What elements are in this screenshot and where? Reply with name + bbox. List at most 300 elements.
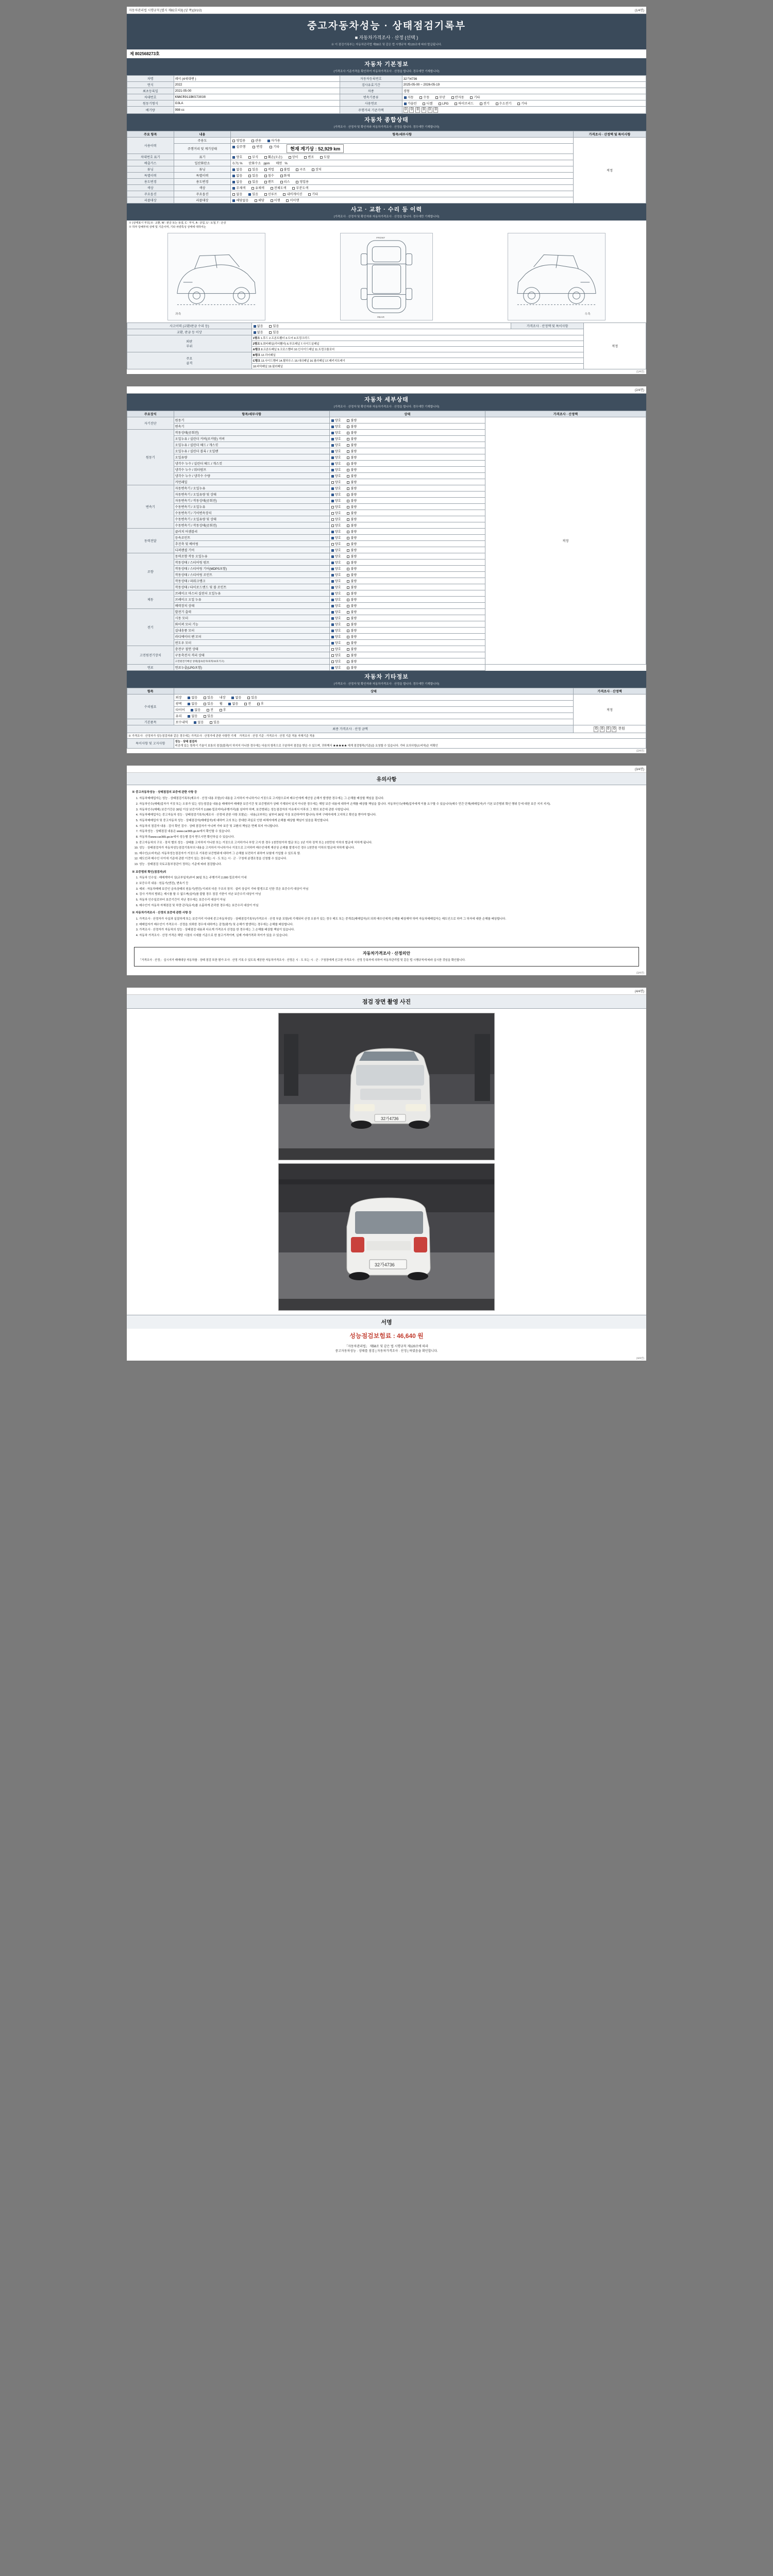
overall-right-note: 적정 — [574, 138, 646, 204]
option-opt-etc[interactable]: 기타 — [308, 192, 318, 196]
option-bad[interactable]: 불량 — [347, 597, 357, 602]
state-mt-oil-level — [329, 516, 485, 522]
option-bad[interactable]: 불량 — [347, 504, 357, 509]
item-alternator: 발전기 출력 — [174, 608, 329, 615]
label-displacement: 배기량 — [127, 107, 174, 114]
option-bad[interactable]: 불량 — [347, 473, 357, 478]
option-tire-none[interactable]: 없음 — [191, 707, 200, 712]
svg-text:32가4736: 32가4736 — [375, 1262, 395, 1268]
rear-photo[interactable] — [278, 1163, 495, 1311]
table-row — [127, 335, 646, 341]
option-vin-good[interactable]: 양호 — [232, 155, 242, 159]
option-bad[interactable]: 불량 — [347, 517, 357, 521]
notice-item: 6. 자동차의 점검자 내용 · 검사 확인 검사 · 상태 점검자가 아니며 기타 보증 및 교환의 책임은 면제 되지 아니합니다. — [139, 824, 641, 829]
option-auto[interactable]: 자동 — [404, 95, 414, 99]
option-bad[interactable]: 불량 — [347, 535, 357, 540]
table-row — [127, 88, 646, 94]
option-bad[interactable]: 불량 — [347, 449, 357, 453]
sheet2-page-indicator: (2/4면) — [634, 388, 644, 392]
option-wheel-none[interactable]: 없음 — [228, 701, 238, 706]
option-good[interactable]: 양호 — [331, 665, 341, 670]
option-exchange-none[interactable]: 없음 — [254, 330, 263, 334]
option-bad[interactable]: 불량 — [347, 511, 357, 515]
option-partial-repaint[interactable]: 부분도색 — [292, 185, 308, 190]
option-wheel-rear[interactable]: 후 — [257, 701, 264, 706]
emission-hc: 탄화수소 ppm — [248, 162, 270, 165]
option-good[interactable]: 양호 — [331, 548, 341, 552]
option-good[interactable]: 양호 — [331, 486, 341, 490]
item-emission: 일산화탄소 — [174, 160, 231, 166]
option-good[interactable]: 양호 — [331, 572, 341, 577]
item-steering-pump: 작동상태 / 스티어링 펌프 — [174, 559, 329, 565]
option-bad[interactable]: 불량 — [347, 628, 357, 633]
option-bad[interactable]: 불량 — [347, 498, 357, 503]
state-power-crank — [329, 578, 485, 584]
notice-item-3: 1. 가격조사 · 산정자가 사실과 실질하게 또는 보증거리 이내에 중고자동차성능 · 상태점검기록부(가격조사 · 산정 부분 포함)에 기재되어 산정 오류가 있는 경우 매도 또는 중개로(매매업자)의 의뢰 매수인에게 손해를 배상해야 하며 자동차매매업자는 매도인으로 하여 그 하자에 대한 손해를 배상합니다. — [139, 917, 641, 922]
option-bad[interactable]: 불량 — [347, 634, 357, 639]
state-charge-port — [329, 646, 485, 652]
declaration-text: 「가격조사 · 산정」 실시지가 매매대상 자동차를 · 상태 점검 또한 평가 조사 · 산정 기록 수 있도록 제공한 자동차가격조사 · 산정은 시 · 도 또는 시 · 군 · 구청장에게 신고한 가격조사 · 산정 등록자에 의하여 자동차관리법 및 같은 법 시행규칙에 따라 실시한 것임을 확인합니다. — [139, 959, 466, 962]
col-detail: 항목/세부사항 — [231, 131, 574, 138]
option-opt-yes[interactable]: 있음 — [248, 192, 258, 196]
option-bad[interactable]: 불량 — [347, 659, 357, 664]
option-special-none[interactable]: 없음 — [232, 173, 242, 178]
value-main-option — [231, 191, 574, 197]
option-fuel-lpg[interactable]: LPG — [439, 102, 448, 106]
option-bad[interactable]: 불량 — [347, 616, 357, 620]
fee-label: 성능점검보험료 : — [349, 1332, 395, 1340]
option-bad[interactable]: 불량 — [347, 486, 357, 490]
value-displacement: 998 cc — [174, 107, 340, 114]
row-exterior-interior — [174, 694, 573, 700]
option-recall-yes[interactable]: 해당 — [255, 198, 264, 202]
row-base-items — [174, 719, 573, 725]
option-fuel-diesel[interactable]: 디젤 — [423, 101, 432, 106]
option-accident-none[interactable]: 없음 — [254, 324, 263, 328]
option-mileage-etc[interactable]: 기타 — [270, 144, 279, 153]
notice-item-3: 2. 매매업자가 매수인이 가격조사 · 산정을 의뢰한 경우에 대하여는 감정(평가) 및 손해가 발생하는 경우에는 손해를 배상합니다. — [139, 923, 641, 927]
item-brake-oil-leak: 브레이크 오일 누유 — [174, 596, 329, 602]
item-blower-motor: 실내송풍 모터 — [174, 627, 329, 633]
state-mt-operation — [329, 522, 485, 528]
table-row — [127, 733, 646, 738]
option-tuning-structure[interactable]: 구조 — [296, 167, 306, 172]
option-bad[interactable]: 불량 — [347, 579, 357, 583]
col-price-note: 가격조사 · 산정액 및 특이사항 — [574, 131, 646, 138]
group-use-change: 용도변경 — [127, 179, 174, 185]
final-digit: 0 — [594, 726, 598, 732]
form-reference: 자동차관리법 시행규칙 [별지 제82호의3] (앞 쪽)(3/1/2) — [129, 9, 202, 12]
notice-body — [127, 785, 646, 943]
option-recall-done[interactable]: 이행 — [271, 198, 280, 202]
mileage-value: 현재 계기상 : 52,929 km — [287, 144, 344, 153]
car-diagram-area — [127, 231, 646, 323]
option-good[interactable]: 양호 — [331, 579, 341, 583]
page-indicator: (1/4면) — [634, 9, 644, 12]
car-diagram-left — [167, 233, 265, 320]
item-window-motor: 윈도우 모터 — [174, 639, 329, 646]
table-row — [127, 191, 646, 197]
option-tuning-legal[interactable]: 적법 — [264, 167, 274, 172]
item-oil-level: 오일유량 — [174, 454, 329, 460]
option-bad[interactable]: 불량 — [347, 640, 357, 645]
table-row — [127, 329, 646, 335]
option-bad[interactable]: 불량 — [347, 665, 357, 670]
label-base-price: 주행거리 기준가액 — [340, 107, 402, 114]
option-good[interactable]: 양호 — [331, 653, 341, 657]
option-good[interactable]: 양호 — [331, 535, 341, 540]
option-color-chromatic[interactable]: 유채색 — [251, 185, 264, 190]
option-recall-pending[interactable]: 미이행 — [286, 198, 299, 202]
item-common-rail: 커먼레일 — [174, 479, 329, 485]
option-bad[interactable]: 불량 — [347, 566, 357, 571]
option-ext-none[interactable]: 없음 — [188, 695, 197, 700]
table-row — [127, 107, 646, 114]
basic-info-title: 자동차 기본정보 — [364, 61, 409, 67]
item-fuel-leak: 연료누출(LPG포함) — [174, 664, 329, 670]
option-bad[interactable]: 불량 — [347, 467, 357, 472]
label-fuel: 사용연료 — [340, 100, 402, 107]
table-row — [127, 179, 646, 185]
group-high-voltage: 고전원전기장치 — [127, 646, 174, 664]
front-photo[interactable] — [278, 1013, 495, 1160]
item-charge-port: 충전구 절연 상태 — [174, 646, 329, 652]
option-bad[interactable]: 불량 — [347, 609, 357, 614]
option-good[interactable]: 양호 — [331, 585, 341, 589]
option-good[interactable]: 양호 — [331, 640, 341, 645]
option-full-repaint[interactable]: 전체도색 — [271, 185, 287, 190]
final-digit: 0 — [612, 726, 616, 732]
option-good[interactable]: 양호 — [331, 554, 341, 558]
option-good[interactable]: 양호 — [331, 461, 341, 466]
notice-list — [132, 796, 641, 867]
option-fuel-etc[interactable]: 기타 — [517, 101, 527, 106]
sheet-4 — [126, 987, 647, 1361]
option-bad[interactable]: 불량 — [347, 548, 357, 552]
option-int-yes[interactable]: 있음 — [247, 695, 257, 700]
option-usechange-none[interactable]: 없음 — [232, 179, 242, 184]
option-bad[interactable]: 불량 — [347, 591, 357, 596]
item-propeller-shaft: 추진축 및 베어링 — [174, 540, 329, 547]
declaration-title: 자동차가격조사 · 산정의안 — [362, 951, 411, 956]
option-trans-etc[interactable]: 기타 — [470, 95, 480, 99]
accident-title: 사고 · 교환 · 수리 등 이력 — [350, 207, 423, 213]
option-color-achromatic[interactable]: 무채색 — [232, 185, 245, 190]
item-hv-wiring: 고전원전기배선 상태(접속단자/피복/보호기구) — [174, 658, 329, 664]
option-bad[interactable]: 불량 — [347, 436, 357, 441]
group-base-items: 기본품목 — [127, 719, 174, 725]
rank-value-1: 1.후드 2.프론트휀더 3.도어 4.트렁크리드 — [260, 336, 310, 340]
sheet1-topbar — [127, 7, 646, 14]
option-tuning-yes[interactable]: 있음 — [248, 167, 258, 172]
option-navigation[interactable]: 내비게이션 — [283, 192, 302, 196]
item-mt-oil-level: 수동변속기 / 오일유량 및 상태 — [174, 516, 329, 522]
option-bad[interactable]: 불량 — [347, 455, 357, 460]
option-bad[interactable]: 불량 — [347, 560, 357, 565]
item-starter-motor: 시동 모터 — [174, 615, 329, 621]
option-good[interactable]: 양호 — [331, 467, 341, 472]
option-vin-damage[interactable]: 훼손(오손) — [264, 155, 282, 159]
option-polish-yes[interactable]: 있음 — [204, 701, 213, 706]
table-row — [127, 719, 646, 725]
option-bad[interactable]: 불량 — [347, 443, 357, 447]
state-rocker-cover — [329, 435, 485, 442]
notice-item: 13. 성능 · 상태점검 국토교통부장관이 정하는 기준에 따라 점검합니다. — [139, 862, 641, 867]
rank-row-2 — [251, 341, 584, 346]
option-good[interactable]: 양호 — [331, 430, 341, 435]
item-recall: 리콜대상 — [174, 197, 231, 204]
group-self-diagnosis: 자기진단 — [127, 417, 174, 429]
value-emission — [231, 160, 574, 166]
option-actual-mileage[interactable]: 실주행 — [232, 144, 245, 153]
group-usage-history: 사용이력 — [127, 138, 174, 154]
option-good[interactable]: 양호 — [331, 659, 341, 664]
item-engine-idle: 작동상태(공회전) — [174, 429, 329, 435]
notice-subhead-3: ※ 자동차가격조사 · 산정의 보증에 관한 사항 등 — [132, 911, 192, 915]
document-title: 중고자동차성능 · 상태점검기록부 — [307, 21, 466, 31]
option-bad[interactable]: 불량 — [347, 647, 357, 651]
detail-title: 자동차 세부상태 — [364, 396, 409, 403]
option-opt-none[interactable]: 없음 — [232, 192, 242, 196]
table-row — [127, 738, 646, 748]
option-bad[interactable]: 불량 — [347, 541, 357, 546]
option-good[interactable]: 양호 — [331, 492, 341, 497]
option-good[interactable]: 양호 — [331, 597, 341, 602]
option-wheel-front[interactable]: 전 — [244, 701, 251, 706]
table-row — [127, 664, 646, 670]
option-good[interactable]: 양호 — [331, 449, 341, 453]
option-good[interactable]: 양호 — [331, 603, 341, 608]
group-main-option: 주요옵션 — [127, 191, 174, 197]
accident-summary-table — [127, 323, 646, 369]
option-usechange-yes[interactable]: 있음 — [248, 179, 258, 184]
option-good[interactable]: 양호 — [331, 541, 341, 546]
option-fuel-hybrid[interactable]: 하이브리드 — [455, 101, 474, 106]
label-glass: 유리 — [175, 714, 182, 718]
option-bad[interactable]: 불량 — [347, 492, 357, 497]
accident-band — [127, 204, 646, 221]
item-mileage-state: 주행거리 및 계기상태 — [174, 144, 231, 154]
option-bad[interactable]: 불량 — [347, 572, 357, 577]
option-good[interactable]: 양호 — [331, 455, 341, 460]
option-recall-na[interactable]: 해당없음 — [232, 198, 248, 202]
option-good[interactable]: 양호 — [331, 647, 341, 651]
option-bad[interactable]: 불량 — [347, 653, 357, 657]
option-fuel-h2[interactable]: 수소전기 — [496, 101, 512, 106]
option-ext-yes[interactable]: 있음 — [204, 695, 213, 700]
option-flood[interactable]: 침수 — [264, 173, 274, 178]
option-tuning-device[interactable]: 장치 — [312, 167, 322, 172]
option-good[interactable]: 양호 — [331, 523, 341, 528]
option-semiauto[interactable]: 반자동 — [451, 95, 464, 99]
option-good[interactable]: 양호 — [331, 424, 341, 429]
option-changed-mileage[interactable]: 변경 — [253, 144, 262, 153]
others-table — [127, 688, 646, 749]
option-good[interactable]: 양호 — [331, 498, 341, 503]
price-digit: 0 — [428, 107, 432, 113]
state-window-motor — [329, 639, 485, 646]
option-exchange-yes[interactable]: 있음 — [269, 330, 279, 334]
option-base-yes[interactable]: 있음 — [210, 720, 220, 724]
option-good[interactable]: 양호 — [331, 622, 341, 626]
table-row — [127, 694, 646, 700]
option-bad[interactable]: 불량 — [347, 480, 357, 484]
option-good[interactable]: 양호 — [331, 560, 341, 565]
option-bad[interactable]: 불량 — [347, 418, 357, 422]
state-steering-pump — [329, 559, 485, 565]
state-brake-oil-leak — [329, 596, 485, 602]
sheet2-footer-mark: (2/4면) — [636, 749, 644, 753]
option-accident-yes[interactable]: 있음 — [269, 324, 279, 328]
option-good[interactable]: 양호 — [331, 609, 341, 614]
warn-body — [174, 738, 646, 748]
option-good[interactable]: 양호 — [331, 504, 341, 509]
col-main-item: 주요 항목 — [127, 131, 174, 138]
option-fire[interactable]: 화재 — [280, 173, 290, 178]
option-vin-differs[interactable]: 상이 — [289, 155, 298, 159]
option-vin-erased[interactable]: 도말 — [320, 155, 330, 159]
row-tire — [174, 706, 573, 713]
state-oil-level — [329, 454, 485, 460]
rank-row-3 — [251, 346, 584, 352]
option-bad[interactable]: 불량 — [347, 603, 357, 608]
option-bad[interactable]: 불량 — [347, 424, 357, 429]
basic-info-band — [127, 58, 646, 75]
col-content: 내용 — [174, 131, 231, 138]
table-row — [127, 94, 646, 100]
rank-row-1 — [251, 335, 584, 341]
option-bad[interactable]: 불량 — [347, 523, 357, 528]
label-first-reg: 최초등록일 — [127, 88, 174, 94]
state-wiper-motor — [329, 621, 485, 627]
option-private[interactable]: 자가용 — [267, 138, 280, 143]
accident-subtitle: (가격조사 · 산정자 및 확인자와 자동차가격조사 · 산정을 합니다. 경우에만 기재합니다) — [333, 215, 440, 218]
option-bad[interactable]: 불량 — [347, 461, 357, 466]
state-at-oil-leak — [329, 485, 485, 491]
option-tuning-none[interactable]: 없음 — [232, 167, 242, 172]
option-good[interactable]: 양호 — [331, 480, 341, 484]
col-detail-item: 항목/세부사항 — [174, 411, 329, 417]
option-vin-corrosion[interactable]: 부식 — [248, 155, 258, 159]
option-fuel-gasoline[interactable]: 가솔린 — [404, 101, 417, 106]
notice-item-2: 6. 매수인이 자동차 자체점검 및 차량 관리(유지)를 소홀하게 관리한 경우에는 보증수리 대상이 아님 — [139, 904, 641, 908]
option-manual[interactable]: 수동 — [419, 95, 429, 99]
option-bad[interactable]: 불량 — [347, 430, 357, 435]
option-good[interactable]: 양호 — [331, 418, 341, 422]
group-recall: 리콜대상 — [127, 197, 174, 204]
option-cvt[interactable]: 무단 — [435, 95, 445, 99]
col-major-device: 주요장치 — [127, 411, 174, 417]
option-rent[interactable]: 렌트 — [264, 179, 274, 184]
notice-item: 10. 성능 · 상태점검자가 자동차성능점검기록부의 내용을 고지하지 아니하거나 거짓으로 고지하여 매수인에게 재산상 손해를 발생시킨 경우 1천만원 이하의 벌금에 처하게 됩니다. — [139, 846, 641, 851]
option-good[interactable]: 양호 — [331, 634, 341, 639]
option-commercial[interactable]: 영업용 — [296, 179, 309, 184]
final-price-label: 최종 가격조사 · 산정 금액 — [127, 725, 574, 733]
option-bad[interactable]: 불량 — [347, 554, 357, 558]
item-drive-battery: 구동축전지 격리 상태 — [174, 652, 329, 658]
option-tire-front[interactable]: 전 — [207, 707, 213, 712]
option-tuning-illegal[interactable]: 불법 — [280, 167, 290, 172]
item-use-change: 용도변경 — [174, 179, 231, 185]
option-special-yes[interactable]: 있음 — [248, 173, 258, 178]
option-business[interactable]: 영업용 — [232, 138, 245, 143]
table-row — [127, 417, 646, 423]
item-ps-oil-leak: 동력조향 작동 오일누유 — [174, 553, 329, 559]
photo-list — [127, 1009, 646, 1315]
rank-value-5: 13.사이드멤버 14.휠하우스 15.대쉬패널 16.필러패널 17.패키지트레이 — [261, 359, 345, 363]
option-tire-rear[interactable]: 후 — [220, 707, 226, 712]
table-row — [127, 166, 646, 173]
option-good[interactable]: 양호 — [331, 529, 341, 534]
option-sunroof[interactable]: 선루프 — [264, 192, 277, 196]
option-polish-none[interactable]: 없음 — [188, 701, 197, 706]
state-clutch — [329, 528, 485, 534]
label-tire: 타이어 — [175, 708, 185, 712]
option-bad[interactable]: 불량 — [347, 622, 357, 626]
option-lease[interactable]: 리스 — [280, 179, 290, 184]
state-alternator — [329, 608, 485, 615]
option-base-none[interactable]: 없음 — [194, 720, 204, 724]
option-good[interactable]: 양호 — [331, 591, 341, 596]
option-glass-none[interactable]: 없음 — [188, 714, 197, 718]
rank-label-3: A랭크 — [253, 348, 260, 351]
overall-header-row — [127, 131, 646, 138]
notice-item: 12. 매도인과 매수인 사이에 기준에 관한 이견이 있는 경우에는 시 · 도 또는 시 · 군 · 구청에 분쟁조정을 신청할 수 있습니다. — [139, 857, 641, 861]
option-fuel-ev[interactable]: 전기 — [480, 101, 490, 106]
option-official[interactable]: 관용 — [251, 138, 261, 143]
group-steering: 조향 — [127, 553, 174, 590]
declaration-box — [134, 947, 639, 967]
label-year: 연식 — [127, 82, 174, 88]
item-block-oilpan: 오일누유 / 실린더 블록 / 오일팬 — [174, 448, 329, 454]
table-row — [127, 173, 646, 179]
option-glass-yes[interactable]: 있음 — [204, 714, 213, 718]
value-exchange-history — [251, 329, 584, 335]
option-good[interactable]: 양호 — [331, 616, 341, 620]
value-transmission — [402, 94, 646, 100]
notice-list-3 — [132, 917, 641, 938]
option-good[interactable]: 양호 — [331, 628, 341, 633]
signature-footer — [127, 1343, 646, 1356]
option-good[interactable]: 양호 — [331, 473, 341, 478]
option-good[interactable]: 양호 — [331, 443, 341, 447]
item-master-cylinder: 브레이크 마스터 실린더 오일누유 — [174, 590, 329, 596]
col-others-price: 가격조사 · 산정액 — [574, 688, 646, 694]
overall-table — [127, 131, 646, 204]
rear-photo-image — [279, 1164, 495, 1311]
label-inspection-valid: 검사유효기간 — [340, 82, 402, 88]
option-good[interactable]: 양호 — [331, 436, 341, 441]
warn-inspector-label: 성능 · 상태 점검자 — [175, 740, 197, 743]
option-bad[interactable]: 불량 — [347, 585, 357, 589]
option-vin-altered[interactable]: 변조 — [304, 155, 314, 159]
front-photo-image — [279, 1013, 495, 1160]
col-state: 상태 — [329, 411, 485, 417]
table-row — [127, 706, 646, 713]
item-clutch: 클러치 어셈블리 — [174, 528, 329, 534]
notice-head: 유의사항 — [127, 773, 646, 785]
option-bad[interactable]: 불량 — [347, 529, 357, 534]
value-cartype: 경형 — [402, 88, 646, 94]
option-int-none[interactable]: 없음 — [231, 695, 241, 700]
option-good[interactable]: 양호 — [331, 511, 341, 515]
rank-label-2: 2랭크 — [253, 342, 260, 346]
option-good[interactable]: 양호 — [331, 517, 341, 521]
item-radiator-fan: 라디에이터 팬 모터 — [174, 633, 329, 639]
group-fuel: 연료 — [127, 664, 174, 670]
option-good[interactable]: 양호 — [331, 566, 341, 571]
item-mt-gear-shift: 수동변속기 / 기어변속장치 — [174, 510, 329, 516]
